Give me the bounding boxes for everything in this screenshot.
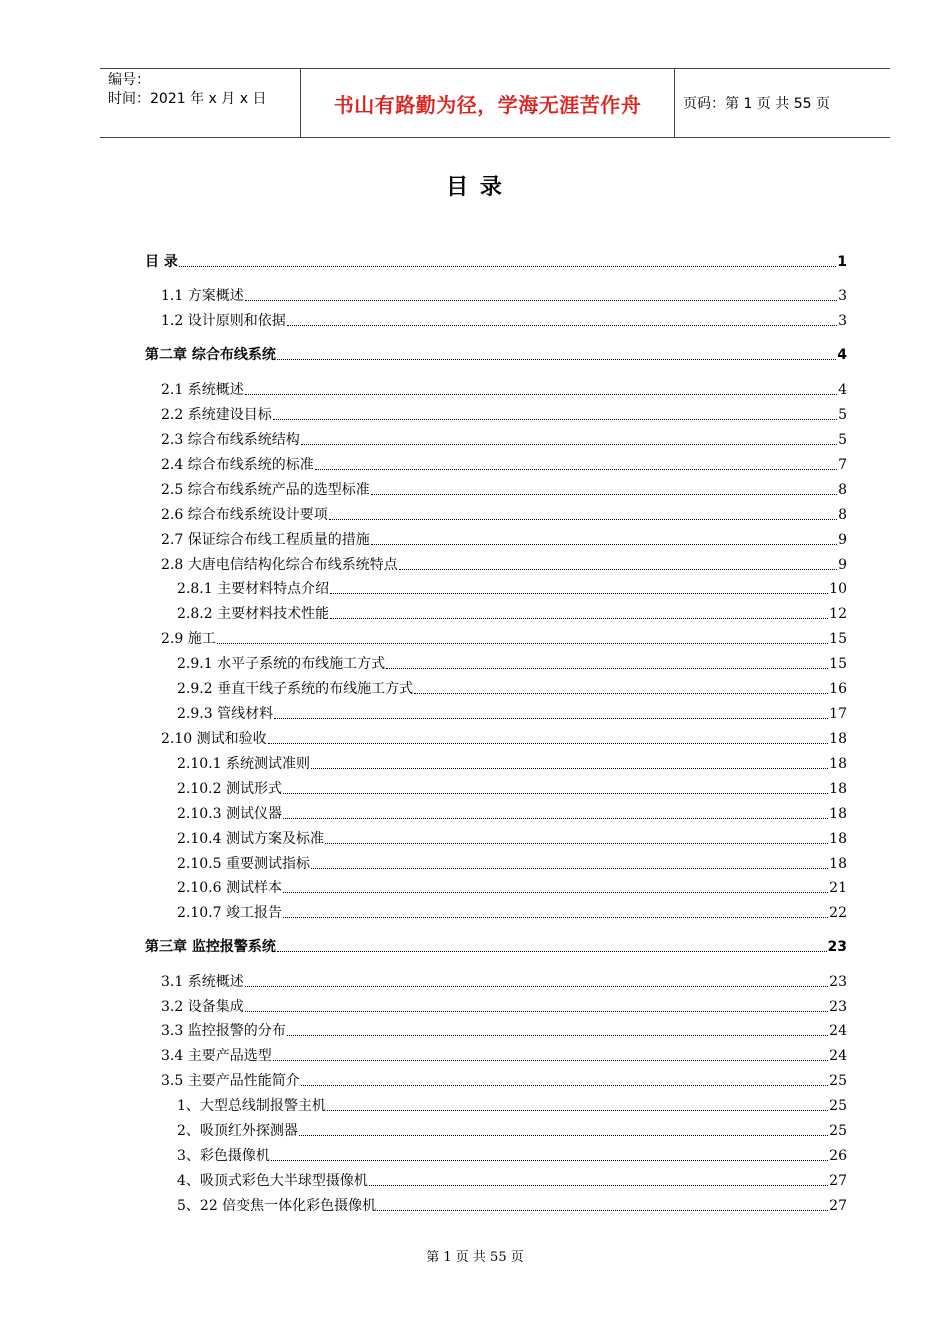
toc-entry-title: 2.7 保证综合布线工程质量的措施	[161, 532, 370, 548]
toc-entry[interactable]	[161, 430, 847, 450]
toc-entry-title: 2.6 综合布线系统设计要项	[161, 507, 328, 523]
toc-leader-dots	[245, 286, 837, 301]
toc-entry-page: 18	[829, 731, 847, 747]
toc-entry-page: 4	[837, 347, 847, 363]
toc-leader-dots	[329, 505, 837, 520]
toc-entry-title: 2.10.1 系统测试准则	[177, 756, 310, 772]
toc-entry-title: 2.4 综合布线系统的标准	[161, 457, 314, 473]
toc-entry[interactable]	[177, 1121, 847, 1141]
toc-entry-title: 3.3 监控报警的分布	[161, 1023, 286, 1039]
toc-entry-page: 12	[829, 606, 847, 622]
toc-leader-dots	[414, 679, 828, 694]
toc-entry-title: 2.5 综合布线系统产品的选型标准	[161, 482, 370, 498]
toc-leader-dots	[330, 604, 828, 619]
toc-entry-title: 3.5 主要产品性能简介	[161, 1073, 300, 1089]
toc-entry-page: 7	[838, 457, 847, 473]
toc-entry-page: 17	[829, 706, 847, 722]
toc-entry-page: 23	[827, 939, 847, 955]
toc-entry-title: 2.10.6 测试样本	[177, 880, 282, 896]
toc-leader-dots	[217, 629, 828, 644]
toc-entry-title: 3、彩色摄像机	[177, 1148, 270, 1164]
document-title: 目 录	[446, 175, 504, 200]
toc-entry[interactable]	[177, 903, 847, 923]
toc-entry[interactable]	[161, 555, 847, 575]
toc-leader-dots	[311, 754, 828, 769]
toc-entry-title: 目 录	[145, 254, 178, 270]
toc-entry-title: 2.10.5 重要测试指标	[177, 856, 310, 872]
toc-entry-page: 10	[829, 581, 847, 597]
toc-entry-title: 2.10.4 测试方案及标准	[177, 831, 324, 847]
toc-entry-title: 4、吸顶式彩色大半球型摄像机	[177, 1173, 368, 1189]
toc-entry-page: 21	[829, 880, 847, 896]
toc-leader-dots	[283, 779, 828, 794]
toc-leader-dots	[283, 878, 828, 893]
toc-entry-title: 3.4 主要产品选型	[161, 1048, 272, 1064]
toc-entry[interactable]	[177, 1096, 847, 1116]
toc-entry[interactable]	[161, 997, 847, 1017]
toc-entry-page: 26	[829, 1148, 847, 1164]
date-label: 时间：2021 年 x 月 x 日	[108, 91, 267, 107]
toc-entry-title: 5、22 倍变焦一体化彩色摄像机	[177, 1198, 377, 1214]
toc-leader-dots	[399, 555, 837, 570]
toc-entry[interactable]	[177, 1171, 847, 1191]
toc-entry-title: 2.2 系统建设目标	[161, 407, 272, 423]
toc-entry-title: 2.9.2 垂直干线子系统的布线施工方式	[177, 681, 414, 697]
toc-leader-dots	[311, 854, 828, 869]
toc-leader-dots	[287, 311, 837, 326]
toc-leader-dots	[271, 1146, 828, 1161]
header-motto: 书山有路勤为径，学海无涯苦作舟	[301, 69, 675, 137]
toc-entry-title: 2.3 综合布线系统结构	[161, 432, 300, 448]
toc-entry[interactable]	[161, 629, 847, 649]
toc-entry-title: 3.1 系统概述	[161, 974, 244, 990]
toc-entry-page: 3	[838, 313, 847, 329]
toc-entry[interactable]	[145, 937, 847, 957]
toc-entry-page: 1	[837, 254, 847, 270]
toc-entry-title: 2.10 测试和验收	[161, 731, 267, 747]
toc-entry[interactable]	[161, 1021, 847, 1041]
toc-entry-page: 25	[829, 1073, 847, 1089]
toc-entry-page: 5	[838, 432, 847, 448]
toc-entry-page: 23	[829, 999, 847, 1015]
toc-leader-dots	[277, 937, 827, 952]
toc-entry-title: 1.1 方案概述	[161, 288, 244, 304]
toc-entry-page: 16	[829, 681, 847, 697]
toc-entry[interactable]	[161, 1071, 847, 1091]
toc-leader-dots	[268, 729, 829, 744]
toc-entry[interactable]	[161, 729, 847, 749]
page-footer: 第 1 页 共 55 页	[426, 1250, 524, 1265]
toc-leader-dots	[245, 380, 837, 395]
toc-entry[interactable]	[177, 579, 847, 599]
toc-entry-page: 8	[838, 507, 847, 523]
toc-entry-title: 第三章 监控报警系统	[145, 939, 276, 955]
toc-entry-page: 18	[829, 831, 847, 847]
toc-entry[interactable]	[177, 604, 847, 624]
toc-entry-title: 3.2 设备集成	[161, 999, 244, 1015]
toc-entry-title: 2.9 施工	[161, 631, 216, 647]
toc-entry-page: 4	[838, 382, 847, 398]
toc-entry-page: 22	[829, 905, 847, 921]
toc-entry-page: 9	[838, 557, 847, 573]
toc-entry[interactable]	[177, 829, 847, 849]
toc-entry[interactable]	[177, 878, 847, 898]
toc-entry-title: 2.10.3 测试仪器	[177, 806, 282, 822]
toc-entry-title: 2.10.7 竣工报告	[177, 905, 282, 921]
toc-leader-dots	[273, 1046, 828, 1061]
toc-leader-dots	[179, 252, 836, 267]
toc-entry-title: 2.9.1 水平子系统的布线施工方式	[177, 656, 386, 672]
toc-leader-dots	[377, 1196, 828, 1211]
toc-entry-page: 25	[829, 1098, 847, 1114]
toc-entry-page: 9	[838, 532, 847, 548]
toc-leader-dots	[277, 345, 836, 360]
toc-entry-page: 25	[829, 1123, 847, 1139]
toc-leader-dots	[274, 704, 828, 719]
toc-entry[interactable]	[145, 345, 847, 365]
toc-leader-dots	[273, 405, 837, 420]
toc-entry-title: 2.8 大唐电信结构化综合布线系统特点	[161, 557, 398, 573]
toc-entry[interactable]	[145, 252, 847, 272]
number-label: 编号：	[108, 72, 150, 88]
toc-leader-dots	[245, 972, 828, 987]
toc-leader-dots	[301, 1071, 828, 1086]
toc-entry[interactable]	[161, 480, 847, 500]
toc-leader-dots	[369, 1171, 828, 1186]
toc-entry-page: 24	[829, 1048, 847, 1064]
toc-leader-dots	[283, 804, 828, 819]
toc-entry[interactable]	[177, 679, 847, 699]
toc-leader-dots	[327, 1096, 828, 1111]
toc-entry-page: 27	[829, 1173, 847, 1189]
toc-entry-title: 第二章 综合布线系统	[145, 347, 276, 363]
toc-entry-title: 2.8.2 主要材料技术性能	[177, 606, 330, 622]
toc-entry-page: 15	[829, 656, 847, 672]
toc-entry[interactable]	[177, 654, 847, 674]
toc-entry-page: 5	[838, 407, 847, 423]
toc-entry[interactable]	[177, 854, 847, 874]
toc-leader-dots	[299, 1121, 828, 1136]
toc-entry-page: 18	[829, 781, 847, 797]
toc-entry[interactable]	[161, 505, 847, 525]
toc-leader-dots	[371, 480, 837, 495]
toc-entry-title: 2.9.3 管线材料	[177, 706, 274, 722]
toc-entry-page: 27	[829, 1198, 847, 1214]
toc-entry[interactable]	[161, 405, 847, 425]
toc-entry[interactable]	[161, 380, 847, 400]
toc-leader-dots	[325, 829, 828, 844]
toc-leader-dots	[315, 455, 837, 470]
toc-leader-dots	[371, 530, 837, 545]
toc-entry[interactable]	[161, 972, 847, 992]
toc-entry-page: 24	[829, 1023, 847, 1039]
toc-entry-title: 2.1 系统概述	[161, 382, 244, 398]
toc-entry[interactable]	[161, 530, 847, 550]
toc-leader-dots	[287, 1021, 828, 1036]
toc-entry[interactable]	[161, 286, 847, 306]
toc-entry-page: 18	[829, 756, 847, 772]
toc-entry-title: 1、大型总线制报警主机	[177, 1098, 326, 1114]
header-page-info: 页码：第 1 页 共 55 页	[683, 96, 830, 112]
toc-entry-page: 23	[829, 974, 847, 990]
toc-leader-dots	[386, 654, 828, 669]
toc-entry[interactable]	[177, 704, 847, 724]
toc-entry[interactable]	[177, 779, 847, 799]
toc-entry[interactable]	[177, 754, 847, 774]
toc-entry[interactable]	[177, 804, 847, 824]
toc-leader-dots	[283, 903, 828, 918]
toc-entry-page: 18	[829, 806, 847, 822]
toc-entry-page: 3	[838, 288, 847, 304]
toc-entry-page: 15	[829, 631, 847, 647]
toc-leader-dots	[245, 997, 828, 1012]
toc-entry[interactable]	[161, 311, 847, 331]
toc-entry[interactable]	[161, 1046, 847, 1066]
toc-entry[interactable]	[161, 455, 847, 475]
toc-entry[interactable]	[177, 1196, 847, 1216]
toc-entry[interactable]	[177, 1146, 847, 1166]
toc-leader-dots	[301, 430, 837, 445]
toc-leader-dots	[330, 579, 828, 594]
toc-entry-page: 18	[829, 856, 847, 872]
toc-entry-title: 2.8.1 主要材料特点介绍	[177, 581, 330, 597]
toc-entry-title: 2、吸顶红外探测器	[177, 1123, 298, 1139]
toc-entry-title: 1.2 设计原则和依据	[161, 313, 286, 329]
toc-entry-page: 8	[838, 482, 847, 498]
toc-entry-title: 2.10.2 测试形式	[177, 781, 282, 797]
